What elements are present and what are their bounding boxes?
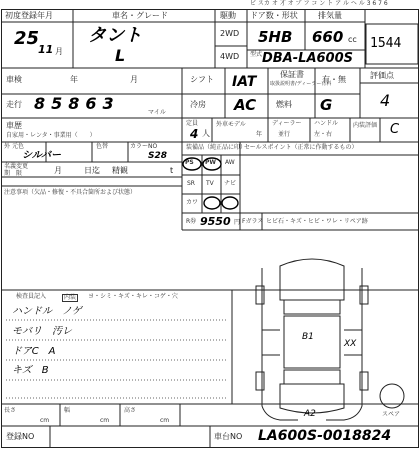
dealer-label: ディーラー [272, 120, 302, 127]
length-label: 長さ [4, 407, 17, 414]
cc-unit: cc [348, 35, 357, 44]
inspector-interior-label: 内装 [64, 294, 77, 301]
fuel-label: 燃料 [276, 100, 292, 109]
grade: L [115, 46, 126, 65]
door-shape-value: 5HB [258, 28, 293, 46]
lot-number: 1544 [370, 36, 402, 51]
length-unit: cm [40, 417, 50, 424]
shift-label: シフト [190, 75, 214, 84]
displacement-label: 排気量 [318, 11, 342, 20]
height-unit: cm [160, 417, 170, 424]
recycle-unit: 円 [234, 219, 241, 226]
sales-point-label: セールスポイント（正常に作動するもの） [244, 144, 358, 151]
fuel-value: G [320, 96, 333, 114]
equip-tv: TV [206, 180, 214, 187]
drive-4wd: 4WD [220, 52, 240, 61]
dealer-sub: 並行 [278, 131, 291, 138]
warranty-value: 有・無 [322, 75, 346, 84]
handle-value: 左・右 [314, 131, 333, 138]
width-label: 幅 [64, 407, 71, 414]
equip-pw2-mark: PW [205, 159, 217, 166]
glass-label: Fガラス [242, 218, 264, 225]
damage-mark-b1: B1 [302, 332, 314, 342]
drive-2wd: 2WD [220, 29, 240, 38]
damage-mark-a2: A2 [304, 409, 316, 419]
name-change-day: 日迄 [84, 166, 100, 175]
shaken-label: 車検 [6, 75, 22, 84]
equip-sr: SR [187, 180, 195, 187]
equip-navi: ナビ [224, 180, 237, 187]
recycle-label: R券 [186, 218, 197, 225]
capacity-value: 4 [190, 127, 199, 141]
capacity-label: 定員 [186, 120, 199, 127]
chassis-value: LA600S-0018824 [258, 428, 392, 444]
interior-label: 内装評価 [353, 122, 378, 129]
chassis-label: 車台NO [214, 432, 243, 441]
tsubo-label: t [170, 166, 174, 175]
shaken-year-label: 年 [70, 75, 78, 84]
equip-leather: カワ [186, 199, 199, 206]
interior-value: C [390, 122, 400, 137]
top-clipped-text: ビ スカ オ 才 オ プ フ コ ン ト ア ル ヘ ル 3 6 7 6 [250, 0, 388, 7]
equip-pw-mark: PS [185, 159, 194, 166]
inspector-note-3: ドアC A [12, 346, 56, 357]
damage-mark-xx: XX [344, 339, 357, 349]
spare-label: スペア [382, 411, 401, 418]
mileage-value: 85863 [34, 94, 120, 113]
accuracy-label: 精観 [112, 166, 128, 175]
reg-no-label: 登録NO [6, 432, 35, 441]
first-reg-label: 初度登録年月 [5, 11, 53, 20]
equip-label: 装備品（純正品に印） [186, 144, 247, 151]
color-no-value: S28 [148, 151, 168, 161]
handle-label: ハンドル [314, 120, 339, 127]
warranty-label: 保証書 [280, 70, 304, 79]
score-label: 評価点 [370, 71, 394, 80]
name-change-sub: 期 限 [4, 170, 23, 177]
color-value: シルバー [22, 150, 62, 161]
model-value: DBA-LA600S [262, 51, 353, 66]
ac-value: AC [234, 96, 257, 114]
recycle-value: 9550 [200, 215, 231, 228]
notes-label: 注意事項（欠品・修復・不具合箇所および状態） [4, 189, 137, 196]
reg-year: 25 [14, 28, 40, 49]
shift-value: IAT [232, 74, 257, 90]
month-unit: 月 [55, 47, 63, 56]
warranty-sub: 取扱説明書/ディーラー有料 [270, 81, 332, 87]
car-name: タント [88, 25, 142, 46]
equip-aw: AW [225, 159, 235, 166]
model-label: 型式 [250, 51, 263, 58]
inspector-label: 検査員記入 [16, 293, 47, 300]
ac-label: 冷房 [190, 100, 206, 109]
use-options: 自家用・レンタ・事業用（ ） [6, 132, 96, 139]
mileage-label: 走行 [6, 100, 22, 109]
drive-label: 駆動 [220, 11, 236, 20]
reg-month: 11 [38, 43, 54, 56]
ext-year-label: 年 [256, 131, 263, 138]
color-no-label: カラーNO [130, 143, 158, 150]
color-orig-label: 元色 [12, 143, 25, 150]
color-change-label: 色替 [96, 143, 109, 150]
ext-model-label: 外車モデル [216, 121, 246, 128]
color-ext-label: 外 [4, 143, 11, 150]
shaken-month-label: 月 [130, 75, 138, 84]
inspector-options: ヨ・シミ・キズ・キレ・コゲ・穴 [88, 293, 178, 300]
inspector-note-1: ハンドル ノゲ [12, 306, 82, 317]
inspector-note-2: モバリ 汚レ [12, 326, 72, 337]
door-shape-label: ドア数・形状 [250, 11, 298, 20]
inspector-note-4: キズ B [12, 365, 49, 376]
use-label: 車歴 [6, 121, 22, 130]
height-label: 高さ [124, 407, 137, 414]
score-value: 4 [380, 91, 391, 110]
capacity-unit: 人 [202, 129, 210, 138]
car-name-label: 車名・グレード [112, 11, 168, 20]
cc-value: 660 [312, 28, 344, 46]
name-change-month: 月 [54, 166, 62, 175]
mileage-unit: マイル [148, 109, 166, 116]
glass-points: ヒビ石・キズ・ヒビ・ワレ・リペア跡 [266, 218, 368, 225]
name-change-label: 名義変更 [4, 163, 29, 170]
width-unit: cm [100, 417, 110, 424]
